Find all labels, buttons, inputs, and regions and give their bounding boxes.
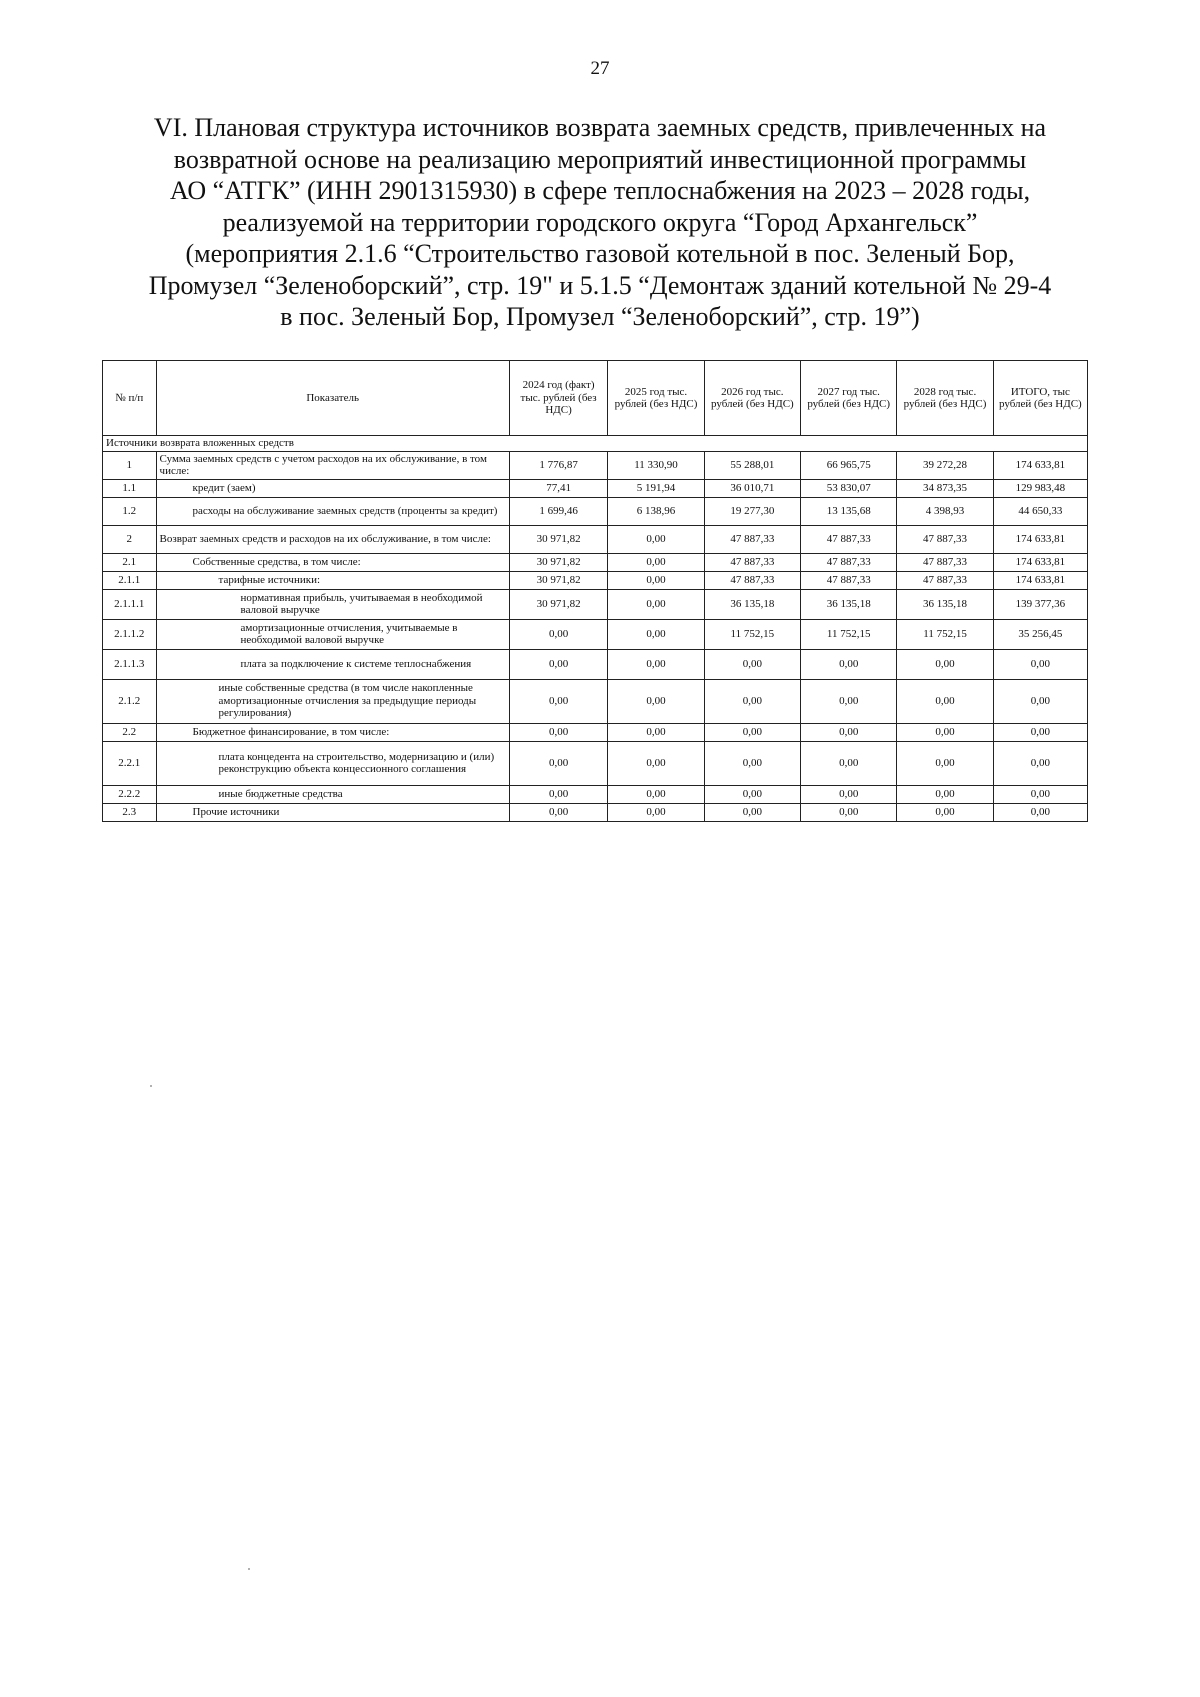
page-number: 27	[590, 58, 610, 79]
row-value-y2026: 36 135,18	[704, 589, 800, 619]
row-value-total: 35 256,45	[993, 619, 1087, 649]
row-value-y2027: 47 887,33	[801, 553, 897, 571]
row-value-total: 0,00	[993, 723, 1087, 741]
row-number: 2	[103, 525, 157, 553]
table-row	[103, 589, 1088, 619]
row-value-y2024: 0,00	[509, 803, 607, 821]
row-indicator: кредит (заем)	[156, 479, 509, 497]
row-value-total: 174 633,81	[993, 553, 1087, 571]
row-value-y2024: 0,00	[509, 785, 607, 803]
table-row	[103, 571, 1088, 589]
row-number: 2.2.1	[103, 741, 157, 785]
scan-speck	[248, 1568, 250, 1570]
row-value-total: 0,00	[993, 785, 1087, 803]
row-number: 2.1.1	[103, 571, 157, 589]
row-value-y2026: 36 010,71	[704, 479, 800, 497]
row-value-y2028: 0,00	[897, 649, 993, 679]
row-value-y2025: 0,00	[608, 679, 704, 723]
row-value-y2024: 0,00	[509, 679, 607, 723]
row-value-y2025: 0,00	[608, 553, 704, 571]
row-value-total: 129 983,48	[993, 479, 1087, 497]
row-indicator: амортизационные отчисления, учитываемые в необходимой валовой выручке	[156, 619, 509, 649]
header-2027: 2027 год тыс. рублей (без НДС)	[801, 361, 897, 436]
row-value-y2026: 47 887,33	[704, 571, 800, 589]
row-value-y2028: 0,00	[897, 741, 993, 785]
row-value-y2025: 0,00	[608, 723, 704, 741]
row-value-y2027: 53 830,07	[801, 479, 897, 497]
row-value-total: 139 377,36	[993, 589, 1087, 619]
row-indicator: Прочие источники	[156, 803, 509, 821]
row-value-y2028: 0,00	[897, 679, 993, 723]
row-value-y2025: 0,00	[608, 619, 704, 649]
row-indicator: плата за подключение к системе теплоснабжения	[156, 649, 509, 679]
row-value-y2028: 34 873,35	[897, 479, 993, 497]
row-value-y2027: 66 965,75	[801, 451, 897, 479]
row-value-y2024: 0,00	[509, 649, 607, 679]
row-number: 2.1	[103, 553, 157, 571]
row-value-y2028: 39 272,28	[897, 451, 993, 479]
row-number: 1.1	[103, 479, 157, 497]
row-number: 1	[103, 451, 157, 479]
row-number: 2.1.1.2	[103, 619, 157, 649]
row-number: 2.1.2	[103, 679, 157, 723]
row-value-y2028: 0,00	[897, 723, 993, 741]
document-title	[120, 112, 1080, 333]
row-value-y2026: 0,00	[704, 803, 800, 821]
row-value-y2027: 13 135,68	[801, 497, 897, 525]
table-row	[103, 525, 1088, 553]
table-row	[103, 785, 1088, 803]
row-value-y2025: 0,00	[608, 649, 704, 679]
row-value-y2026: 0,00	[704, 741, 800, 785]
row-value-y2025: 5 191,94	[608, 479, 704, 497]
section-row	[103, 436, 1088, 452]
row-value-y2024: 77,41	[509, 479, 607, 497]
row-number: 2.1.1.3	[103, 649, 157, 679]
row-value-y2027: 47 887,33	[801, 571, 897, 589]
title-line: Промузел “Зеленоборский”, стр. 19" и 5.1.5 “Демонтаж зданий котельной № 29-4	[148, 270, 1052, 300]
title-line: АО “АТГК” (ИНН 2901315930) в сфере теплоснабжения на 2023 – 2028 годы,	[169, 176, 1031, 205]
row-value-total: 0,00	[993, 649, 1087, 679]
row-value-y2024: 30 971,82	[509, 553, 607, 571]
row-value-y2024: 30 971,82	[509, 589, 607, 619]
header-num: № п/п	[103, 361, 157, 436]
header-2024: 2024 год (факт) тыс. рублей (без НДС)	[509, 361, 607, 436]
row-value-total: 0,00	[993, 741, 1087, 785]
table-header-row	[103, 361, 1088, 436]
row-value-y2025: 0,00	[608, 741, 704, 785]
row-value-y2026: 47 887,33	[704, 553, 800, 571]
row-value-y2025: 0,00	[608, 785, 704, 803]
title-line: реализуемой на территории городского округа “Город Архангельск”	[222, 207, 978, 237]
row-value-y2027: 0,00	[801, 679, 897, 723]
row-value-y2028: 11 752,15	[897, 619, 993, 649]
row-indicator: Возврат заемных средств и расходов на их обслуживание, в том числе:	[156, 525, 509, 553]
row-value-y2027: 0,00	[801, 723, 897, 741]
row-value-y2027: 0,00	[801, 741, 897, 785]
row-value-y2025: 0,00	[608, 589, 704, 619]
table-row	[103, 679, 1088, 723]
table-row	[103, 619, 1088, 649]
row-value-total: 0,00	[993, 803, 1087, 821]
header-total: ИТОГО, тыс рублей (без НДС)	[993, 361, 1087, 436]
row-indicator: иные собственные средства (в том числе накопленные амортизационные отчисления за предыдущие периоды регулирования)	[156, 679, 509, 723]
section-title: Источники возврата вложенных средств	[103, 436, 1088, 452]
row-value-y2028: 0,00	[897, 803, 993, 821]
row-value-y2026: 0,00	[704, 723, 800, 741]
header-indicator: Показатель	[156, 361, 509, 436]
row-indicator: тарифные источники:	[156, 571, 509, 589]
row-value-y2024: 0,00	[509, 741, 607, 785]
row-value-y2026: 47 887,33	[704, 525, 800, 553]
row-value-y2027: 0,00	[801, 803, 897, 821]
table-row	[103, 723, 1088, 741]
row-value-y2024: 0,00	[509, 619, 607, 649]
row-number: 1.2	[103, 497, 157, 525]
scan-speck	[150, 1085, 152, 1087]
table-row	[103, 649, 1088, 679]
row-indicator: Сумма заемных средств с учетом расходов на их обслуживание, в том числе:	[156, 451, 509, 479]
row-value-y2028: 4 398,93	[897, 497, 993, 525]
row-value-y2025: 6 138,96	[608, 497, 704, 525]
row-value-y2024: 0,00	[509, 723, 607, 741]
row-value-y2024: 1 699,46	[509, 497, 607, 525]
row-number: 2.1.1.1	[103, 589, 157, 619]
row-value-y2026: 0,00	[704, 679, 800, 723]
title-line: (мероприятия 2.1.6 “Строительство газовой котельной в пос. Зеленый Бор,	[185, 239, 1015, 268]
row-value-y2027: 47 887,33	[801, 525, 897, 553]
row-value-y2028: 0,00	[897, 785, 993, 803]
row-value-y2027: 0,00	[801, 785, 897, 803]
row-value-y2024: 30 971,82	[509, 571, 607, 589]
row-indicator: Бюджетное финансирование, в том числе:	[156, 723, 509, 741]
table-row	[103, 451, 1088, 479]
row-value-total: 174 633,81	[993, 451, 1087, 479]
row-indicator: расходы на обслуживание заемных средств (проценты за кредит)	[156, 497, 509, 525]
row-value-y2028: 36 135,18	[897, 589, 993, 619]
row-number: 2.3	[103, 803, 157, 821]
row-value-y2028: 47 887,33	[897, 525, 993, 553]
row-value-y2028: 47 887,33	[897, 571, 993, 589]
row-indicator: нормативная прибыль, учитываемая в необходимой валовой выручке	[156, 589, 509, 619]
header-2026: 2026 год тыс. рублей (без НДС)	[704, 361, 800, 436]
row-number: 2.2	[103, 723, 157, 741]
row-value-total: 44 650,33	[993, 497, 1087, 525]
row-value-y2025: 0,00	[608, 525, 704, 553]
row-value-y2028: 47 887,33	[897, 553, 993, 571]
row-value-y2026: 11 752,15	[704, 619, 800, 649]
row-indicator: иные бюджетные средства	[156, 785, 509, 803]
title-line: в пос. Зеленый Бор, Промузел “Зеленоборский”, стр. 19”)	[280, 302, 920, 331]
row-value-total: 174 633,81	[993, 525, 1087, 553]
row-value-total: 0,00	[993, 679, 1087, 723]
row-value-y2025: 0,00	[608, 571, 704, 589]
row-value-y2027: 36 135,18	[801, 589, 897, 619]
row-value-total: 174 633,81	[993, 571, 1087, 589]
row-value-y2027: 11 752,15	[801, 619, 897, 649]
row-value-y2025: 11 330,90	[608, 451, 704, 479]
title-line: возвратной основе на реализацию мероприятий инвестиционной программы	[173, 144, 1027, 174]
sources-table	[102, 360, 1088, 822]
row-value-y2026: 19 277,30	[704, 497, 800, 525]
row-value-y2026: 0,00	[704, 649, 800, 679]
table-row	[103, 803, 1088, 821]
row-value-y2027: 0,00	[801, 649, 897, 679]
header-2025: 2025 год тыс. рублей (без НДС)	[608, 361, 704, 436]
row-value-y2026: 55 288,01	[704, 451, 800, 479]
table-row	[103, 497, 1088, 525]
row-indicator: Собственные средства, в том числе:	[156, 553, 509, 571]
title-line: VI. Плановая структура источников возврата заемных средств, привлеченных на	[153, 113, 1047, 142]
table-row	[103, 479, 1088, 497]
row-value-y2025: 0,00	[608, 803, 704, 821]
row-value-y2024: 1 776,87	[509, 451, 607, 479]
row-value-y2026: 0,00	[704, 785, 800, 803]
table-row	[103, 741, 1088, 785]
row-number: 2.2.2	[103, 785, 157, 803]
header-2028: 2028 год тыс. рублей (без НДС)	[897, 361, 993, 436]
row-value-y2024: 30 971,82	[509, 525, 607, 553]
table-row	[103, 553, 1088, 571]
row-indicator: плата концедента на строительство, модернизацию и (или) реконструкцию объекта концессионного соглашения	[156, 741, 509, 785]
